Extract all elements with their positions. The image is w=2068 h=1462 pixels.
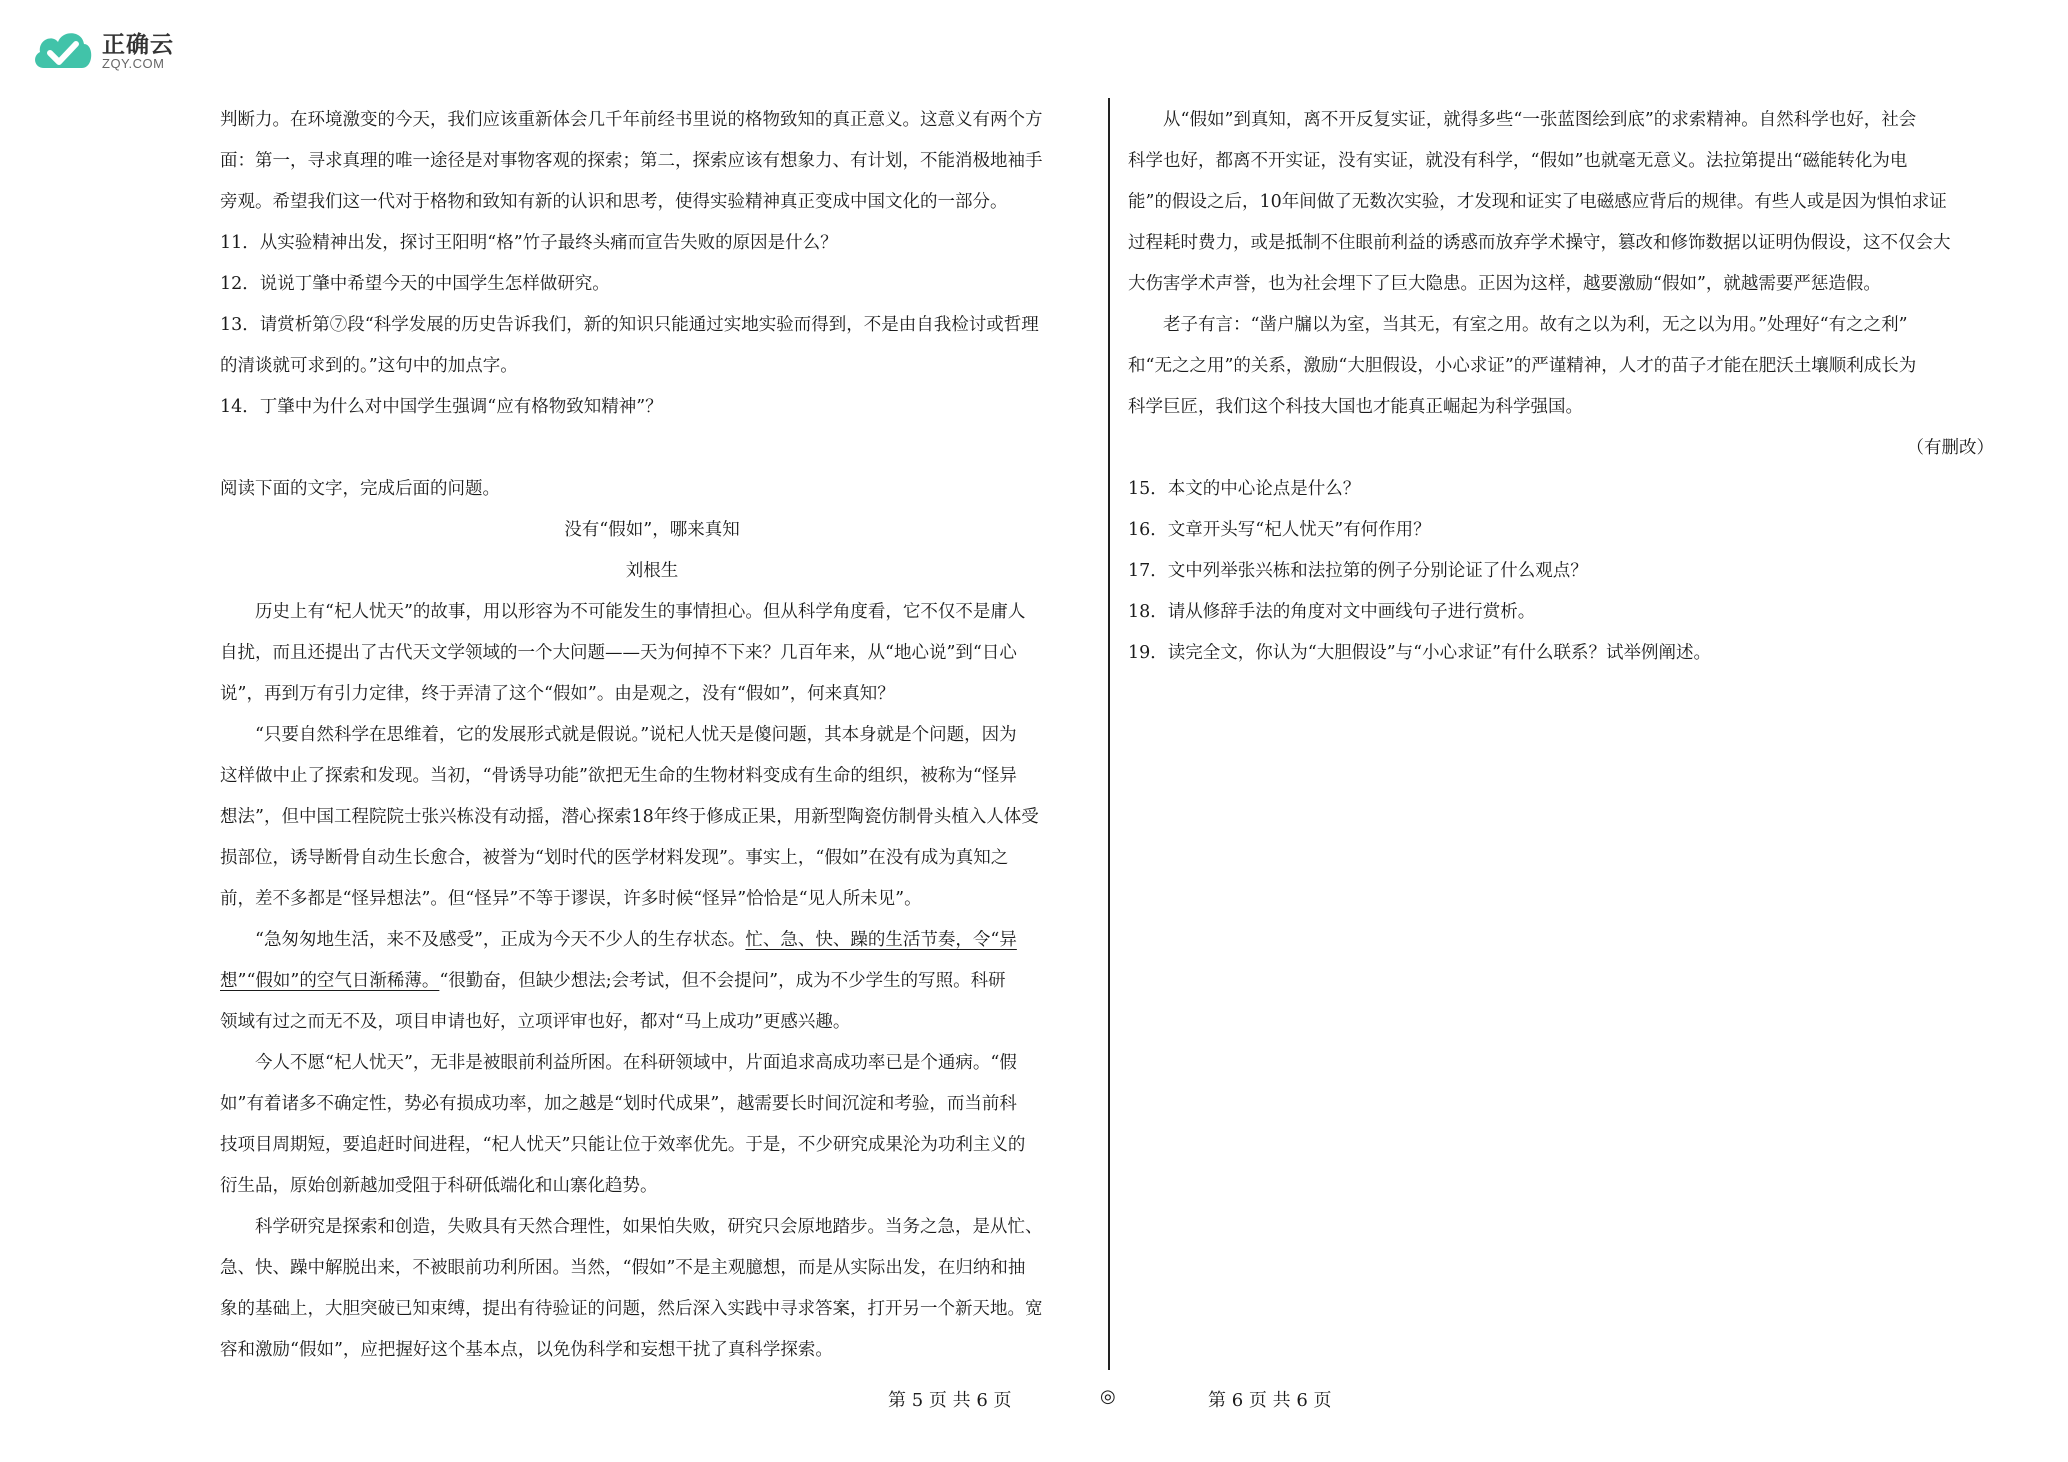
paragraph-5-line: 象的基础上，大胆突破已知束缚，提出有待验证的问题，然后深入实践中寻求答案，打开另一个新天地。宽 (220, 1299, 1043, 1319)
paragraph-2-line: 前，差不多都是“怪异想法”。但“怪异”不等于谬误，许多时候“怪异”恰恰是“见人所未见”。 (220, 889, 922, 909)
page-number-left: 第 5 页 共 6 页 (888, 1390, 1012, 1411)
revision-note: （有删改） (1906, 438, 1994, 458)
paragraph-6-line: 从“假如”到真知，离不开反复实证，就得多些“一张蓝图绘到底”的求索精神。自然科学也好，社会 (1163, 110, 1917, 130)
paragraph-4-line: 技项目周期短，要追赶时间进程，“杞人忧天”只能让位于效率优先。于是，不少研究成果沦为功利主义的 (220, 1135, 1026, 1155)
paragraph-1-line: 自扰，而且还提出了古代天文学领域的一个大问题——天为何掉不下来？几百年来，从“地心说”到“日心 (220, 643, 1017, 663)
paragraph-4-line: 如”有着诸多不确定性，势必有损成功率，加之越是“划时代成果”，越需要长时间沉淀和考验，而当前科 (220, 1094, 1017, 1114)
paragraph-6-line: 过程耗时费力，或是抵制不住眼前利益的诱惑而放弃学术操守，篡改和修饰数据以证明伪假设，这不仅会大 (1128, 233, 1951, 253)
cloud-check-icon (30, 22, 96, 78)
paragraph-2-line: 损部位，诱导断骨自动生长愈合，被誉为“划时代的医学材料发现”。事实上，“假如”在没有成为真知之 (220, 848, 1009, 868)
paragraph-3-line: 领域有过之而无不及，项目申请也好，立项评审也好，都对“马上成功”更感兴趣。 (220, 1012, 851, 1032)
page-number-right: 第 6 页 共 6 页 (1208, 1390, 1332, 1411)
text-line: 判断力。在环境激变的今天，我们应该重新体会几千年前经书里说的格物致知的真正意义。这意义有两个方 (220, 110, 1043, 130)
question-15: 15．本文的中心论点是什么？ (1128, 479, 1361, 499)
paragraph-3-text: “急匆匆地生活，来不及感受”，正成为今天不少人的生存状态。 (255, 930, 746, 950)
paragraph-7-line: 科学巨匠，我们这个科技大国也才能真正崛起为科学强国。 (1128, 397, 1583, 417)
page-divider (1108, 98, 1110, 1370)
underlined-sentence: 想”“假如”的空气日渐稀薄。 (220, 971, 440, 991)
zqy-logo (30, 22, 180, 78)
paragraph-3-line (220, 920, 1084, 961)
text-line: 面：第一，寻求真理的唯一途径是对事物客观的探索；第二，探索应该有想象力、有计划，不能消极地袖手 (220, 151, 1043, 171)
question-17: 17．文中列举张兴栋和法拉第的例子分别论证了什么观点？ (1128, 561, 1588, 581)
spacer (220, 428, 1084, 469)
paragraph-2-line: 这样做中止了探索和发现。当初，“骨诱导功能”欲把无生命的生物材料变成有生命的组织，被称为“怪异 (220, 766, 1017, 786)
paragraph-3-line (220, 961, 1084, 1002)
paragraph-4-line: 衍生品，原始创新越加受阻于科研低端化和山寨化趋势。 (220, 1176, 658, 1196)
paragraph-4-line: 今人不愿“杞人忧天”，无非是被眼前利益所困。在科研领域中，片面追求高成功率已是个通病。“假 (255, 1053, 1017, 1073)
paragraph-2-line: “只要自然科学在思维着，它的发展形式就是假说。”说杞人忧天是傻问题，其本身就是个问题，因为 (255, 725, 1017, 745)
left-page-column (220, 100, 1084, 1371)
paragraph-6-line: 科学也好，都离不开实证，没有实证，就没有科学，“假如”也就毫无意义。法拉第提出“磁能转化为电 (1128, 151, 1908, 171)
paragraph-2-line: 想法”，但中国工程院院士张兴栋没有动摇，潜心探索18年终于修成正果，用新型陶瓷仿制骨头植入人体受 (220, 807, 1039, 827)
paragraph-6-line: 大伤害学术声誉，也为社会埋下了巨大隐患。正因为这样，越要激励“假如”，就越需要严惩造假。 (1128, 274, 1881, 294)
question-13-cont: 的清谈就可求到的。”这句中的加点字。 (220, 356, 518, 376)
paragraph-5-line: 急、快、躁中解脱出来，不被眼前功利所困。当然，“假如”不是主观臆想，而是从实际出发，在归纳和抽 (220, 1258, 1026, 1278)
logo-domain: ZQY.COM (102, 56, 165, 71)
paragraph-7-line: 老子有言：“凿户牖以为室，当其无，有室之用。故有之以为利，无之以为用。”处理好“有之之利” (1163, 315, 1908, 335)
paragraph-1-line: 说”，再到万有引力定律，终于弄清了这个“假如”。由是观之，没有“假如”，何来真知？ (220, 684, 895, 704)
footer-mark: ◎ (1100, 1386, 1116, 1407)
logo-brand: 正确云 (102, 32, 174, 58)
paragraph-1-line: 历史上有“杞人忧天”的故事，用以形容为不可能发生的事情担心。但从科学角度看，它不仅不是庸人 (255, 602, 1026, 622)
paragraph-3-text: “很勤奋，但缺少想法;会考试，但不会提问”，成为不少学生的写照。科研 (439, 971, 1006, 991)
article-title: 没有“假如”，哪来真知 (564, 520, 740, 540)
question-12: 12．说说丁肇中希望今天的中国学生怎样做研究。 (220, 274, 610, 294)
question-16: 16．文章开头写“杞人忧天”有何作用？ (1128, 520, 1431, 540)
question-13: 13．请赏析第⑦段“科学发展的历史告诉我们，新的知识只能通过实地实验而得到，不是由自我检讨或哲理 (220, 315, 1039, 335)
paragraph-5-line: 科学研究是探索和创造，失败具有天然合理性，如果怕失败，研究只会原地踏步。当务之急，是从忙、 (255, 1217, 1043, 1237)
paragraph-7-line: 和“无之之用”的关系，激励“大胆假设，小心求证”的严谨精神，人才的苗子才能在肥沃土壤顺利成长为 (1128, 356, 1917, 376)
question-14: 14．丁肇中为什么对中国学生强调“应有格物致知精神”？ (220, 397, 663, 417)
paragraph-6-line: 能”的假设之后，10年间做了无数次实验，才发现和证实了电磁感应背后的规律。有些人或是因为惧怕求证 (1128, 192, 1947, 212)
paragraph-5-line: 容和激励“假如”，应把握好这个基本点，以免伪科学和妄想干扰了真科学探索。 (220, 1340, 833, 1360)
reading-prompt: 阅读下面的文字，完成后面的问题。 (220, 479, 500, 499)
text-line: 旁观。希望我们这一代对于格物和致知有新的认识和思考，使得实验精神真正变成中国文化的一部分。 (220, 192, 1008, 212)
right-page-column (1128, 100, 1994, 674)
question-18: 18．请从修辞手法的角度对文中画线句子进行赏析。 (1128, 602, 1536, 622)
underlined-sentence: 忙、急、快、躁的生活节奏，令“异 (745, 930, 1017, 950)
article-author: 刘根生 (625, 561, 679, 581)
question-11: 11．从实验精神出发，探讨王阳明“格”竹子最终头痛而宣告失败的原因是什么？ (220, 233, 838, 253)
question-19: 19．读完全文，你认为“大胆假设”与“小心求证”有什么联系？试举例阐述。 (1128, 643, 1712, 663)
